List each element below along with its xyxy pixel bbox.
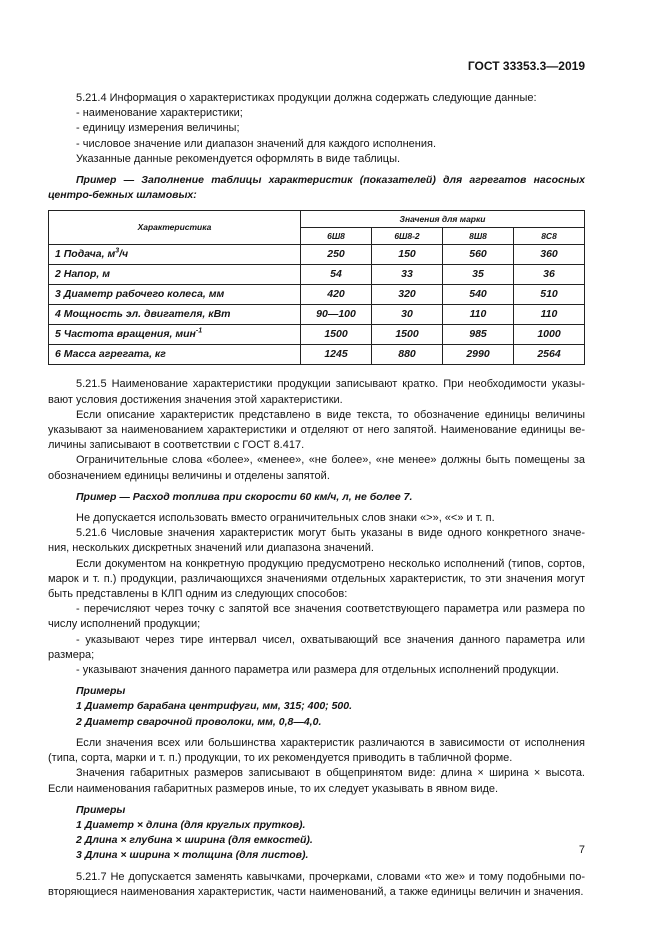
table-mark-header: 8С8 [514, 228, 585, 245]
table-column-header: Характеристика [49, 211, 301, 245]
list-item: - указывают значения данного параметра или размера для отдельных исполнений продукции. [76, 664, 559, 677]
table-row [49, 305, 585, 325]
example-text: 2 Диаметр сварочной проволоки, мм, 0,8—4,0. [76, 715, 322, 728]
table-cell: 560 [443, 245, 514, 265]
paragraph-5-21-6: 5.21.6 Числовые значения характеристик могут быть указаны в виде одного конкретного значе-ния, нескольких дискретных значений или диапазона значений. [48, 527, 585, 555]
standard-number: ГОСТ 33353.3—2019 [467, 59, 585, 73]
table-cell: 510 [514, 285, 585, 305]
table-cell: 880 [372, 345, 443, 365]
table-row [49, 245, 585, 265]
list-item: - числовое значение или диапазон значений для каждого исполнения. [76, 137, 437, 150]
paragraph: Ограничительные слова «более», «менее», «не более», «не менее» должны быть помещены за обозначением единицы величины и отделены запятой. [48, 454, 585, 482]
paragraph-5-21-5: 5.21.5 Наименование характеристики продукции записывают кратко. При необходимости указы-вают условия достижения значения этой характеристики. [48, 378, 585, 406]
table-group-header: Значения для марки [301, 211, 585, 228]
page-content [48, 91, 585, 900]
paragraph: Если документом на конкретную продукцию предусмотрено несколько исполнений (типов, сортов, марок и т. п.) продукции, различающихся значениями отдельных характеристик, то эти значения могут быть представлены в КЛП одним из следующих способов: [48, 557, 585, 601]
list-item: - наименование характеристики; [76, 107, 243, 120]
example-text: 1 Диаметр × длина (для круглых прутков). [76, 818, 306, 831]
table-row-label: 3 Диаметр рабочего колеса, мм [49, 285, 301, 305]
example-text: 3 Длина × ширина × толщина (для листов). [76, 849, 309, 862]
table-cell: 150 [372, 245, 443, 265]
table-cell: 420 [301, 285, 372, 305]
paragraph: Указанные данные рекомендуется оформлять в виде таблицы. [76, 152, 401, 165]
table-cell: 985 [443, 325, 514, 345]
characteristics-table [48, 210, 585, 365]
table-cell: 250 [301, 245, 372, 265]
example-text: 1 Диаметр барабана центрифуги, мм, 315; 400; 500. [76, 700, 353, 713]
example-text: 2 Длина × глубина × ширина (для емкостей). [76, 834, 313, 847]
table-cell: 1500 [372, 325, 443, 345]
examples-title: Примеры [76, 685, 126, 698]
table-row-label: 5 Частота вращения, мин$^{-1}$ [49, 325, 301, 345]
table-cell: 540 [443, 285, 514, 305]
table-row-label: 1 Подача, $м^3/ч$ [49, 245, 301, 265]
table-cell: 1245 [301, 345, 372, 365]
table-cell: 2990 [443, 345, 514, 365]
paragraph: Значения габаритных размеров записывают в общепринятом виде: длина × ширина × высота. Если наименования габаритных размеров иные, то их следует указывать в явном виде. [48, 767, 585, 795]
table-cell: 360 [514, 245, 585, 265]
examples-title: Примеры [76, 803, 126, 816]
table-mark-header: 8Ш8 [443, 228, 514, 245]
page-number: 7 [578, 844, 585, 856]
table-row [49, 285, 585, 305]
table-cell: 2564 [514, 345, 585, 365]
table-row-label: 6 Масса агрегата, кг [49, 345, 301, 365]
list-item: - указывают через тире интервал чисел, охватывающий все значения данного параметра или размера; [48, 633, 585, 661]
paragraph: Если описание характеристик представлено в виде текста, то обозначение единицы величины указывают за наименованием характеристики и отделяют от него запятой. Наименование единицы ве-личины записывают в соответствии с ГОСТ 8.417. [48, 408, 585, 452]
table-row [49, 345, 585, 365]
table-cell: 1500 [301, 325, 372, 345]
table-cell: 90—100 [301, 305, 372, 325]
table-row-label: 2 Напор, м [49, 265, 301, 285]
example-text: Пример — Расход топлива при скорости 60 км/ч, л, не более 7. [76, 490, 413, 503]
table-cell: 1000 [514, 325, 585, 345]
paragraph: Не допускается использовать вместо ограничительных слов знаки «>», «<» и т. п. [76, 512, 495, 525]
table-mark-header: 6Ш8-2 [372, 228, 443, 245]
table-row-label: 4 Мощность эл. двигателя, кВт [49, 305, 301, 325]
table-cell: 54 [301, 265, 372, 285]
table-cell: 35 [443, 265, 514, 285]
table-cell: 110 [514, 305, 585, 325]
table-cell: 110 [443, 305, 514, 325]
table-cell: 36 [514, 265, 585, 285]
example-text: Пример — Заполнение таблицы характеристик (показателей) для агрегатов насосных центро-бежных шламовых: [48, 174, 585, 202]
table-cell: 33 [372, 265, 443, 285]
paragraph: Если значения всех или большинства характеристик различаются в зависимости от исполнения (типа, сорта, марки и т. п.) продукции, то их рекомендуется приводить в табличной форме. [48, 736, 585, 765]
table-cell: 30 [372, 305, 443, 325]
paragraph-5-21-7: 5.21.7 Не допускается заменять кавычками, прочерками, словами «то же» и тому подобными по-вторяющиеся наименования характеристик, части наименований, а также единицы величин и значения. [48, 870, 585, 898]
table-row [49, 325, 585, 345]
table-mark-header: 6Ш8 [301, 228, 372, 245]
table-row [49, 265, 585, 285]
table-cell: 320 [372, 285, 443, 305]
list-item: - перечисляют через точку с запятой все значения соответствующего параметра или размера по числу исполнений продукции; [48, 603, 585, 631]
list-item: - единицу измерения величины; [76, 122, 240, 135]
paragraph-5-21-4: 5.21.4 Информация о характеристиках продукции должна содержать следующие данные: [76, 92, 537, 104]
